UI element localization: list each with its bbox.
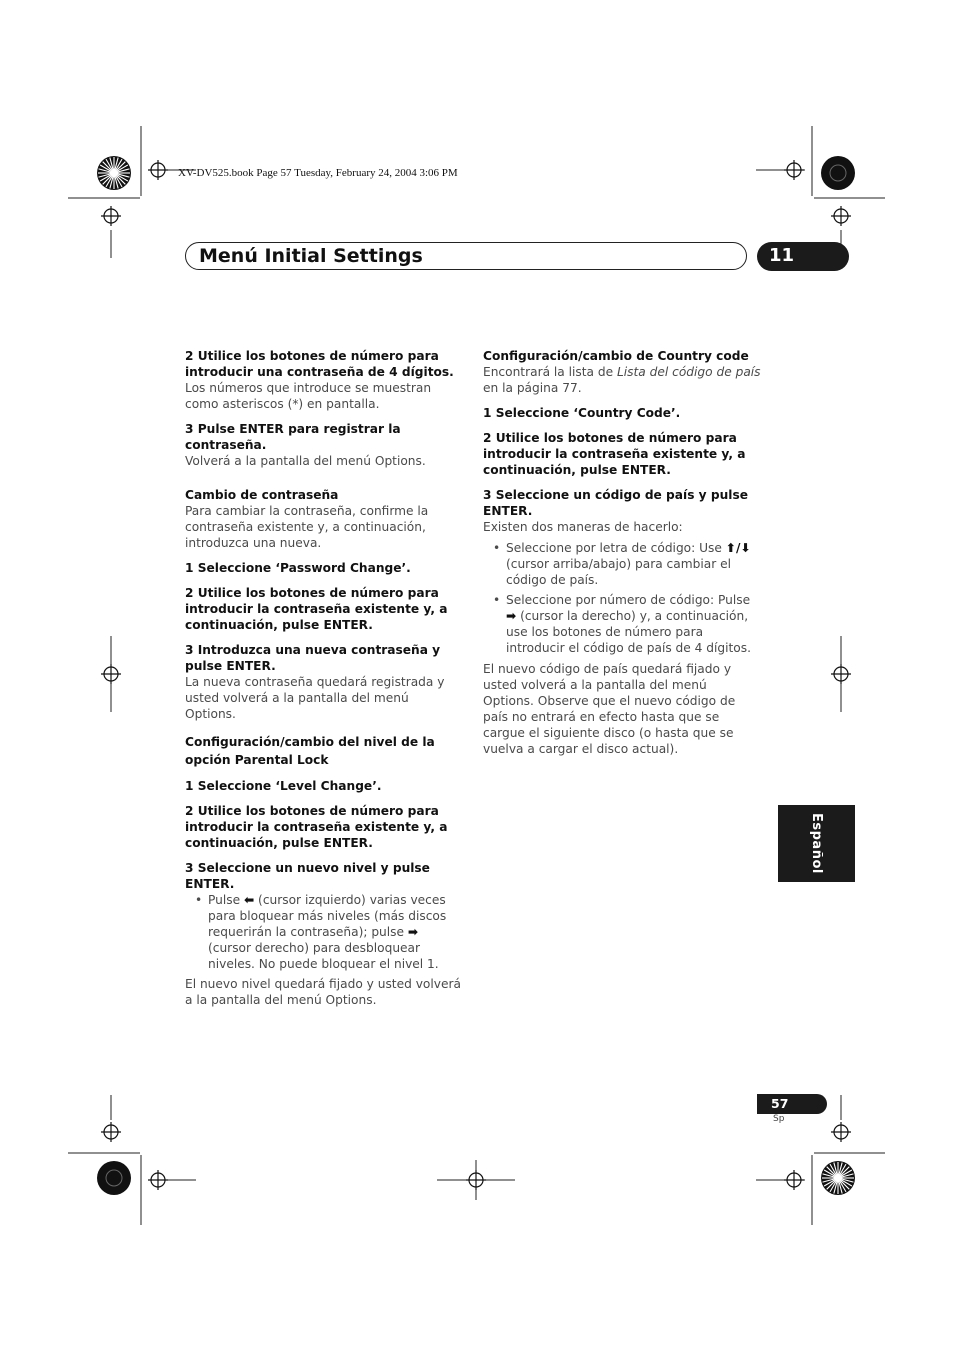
arrow-left-icon: ⬅: [243, 893, 255, 907]
step-heading: 1 Seleccione ‘Password Change’.: [185, 561, 411, 575]
left-column: [185, 348, 463, 1008]
step-text: Los números que introduce se muestran como asteriscos (*) en pantalla.: [185, 381, 432, 411]
bullet-marker: •: [493, 593, 501, 607]
step-text: La nueva contraseña quedará registrada y usted volverá a la pantalla del menú Options.: [185, 675, 445, 721]
list-item: • Seleccione por letra de código: Use ⬆/⬇ (cursor arriba/abajo) para cambiar el código de país.: [493, 541, 751, 587]
language-tab-label: Español: [809, 813, 824, 874]
page-number: 57: [771, 1096, 789, 1111]
step-heading: 3 Introduzca una nueva contraseña y pulse ENTER.: [185, 643, 441, 673]
step-heading: 2 Utilice los botones de número para introducir una contraseña de 4 dígitos.: [185, 349, 454, 379]
list-item: • Pulse ⬅ (cursor izquierdo) varias veces para bloquear más niveles (más discos requerirán la contraseña); pulse ➡ (cursor derecho) para desbloquear niveles. No puede bloquear el nivel 1.: [195, 893, 447, 971]
closing-text: El nuevo nivel quedará fijado y usted volverá a la pantalla del menú Options.: [185, 977, 461, 1007]
section-intro: Encontrará la lista de Lista del código de país en la página 77.: [483, 365, 761, 395]
arrow-right-icon: ➡: [407, 925, 419, 939]
step-heading: 1 Seleccione ‘Level Change’.: [185, 779, 382, 793]
arrow-down-icon: ⬇: [740, 541, 751, 555]
closing-text: El nuevo código de país quedará fijado y usted volverá a la pantalla del menú Options. Observe que el nuevo código de país no entrará en efecto hasta que se cargue el siguiente disco (o hasta que se vuelva a cargar el disco actual).: [483, 662, 736, 756]
step-heading: 3 Seleccione un nuevo nivel y pulse ENTER.: [185, 861, 430, 891]
step-heading: 2 Utilice los botones de número para introducir la contraseña existente y, a continuación, pulse ENTER.: [483, 431, 746, 477]
step-heading: 1 Seleccione ‘Country Code’.: [483, 406, 681, 420]
step-text: Volverá a la pantalla del menú Options.: [185, 454, 426, 468]
right-column: [483, 348, 761, 757]
chapter-number: 11: [769, 245, 795, 266]
section-title-country-code: Configuración/cambio de Country code: [483, 349, 749, 363]
bullet-marker: •: [195, 893, 203, 907]
page-number-badge: [757, 1094, 827, 1114]
step-heading: 3 Pulse ENTER para registrar la contraseña.: [185, 422, 401, 452]
arrow-right-icon: ➡: [506, 609, 517, 623]
step-heading: 2 Utilice los botones de número para introducir la contraseña existente y, a continuación, pulse ENTER.: [185, 804, 448, 850]
step-text: Existen dos maneras de hacerlo:: [483, 520, 683, 534]
list-item: • Seleccione por número de código: Pulse ➡ (cursor la derecho) y, a continuación, use los botones de número para introducir el código de país de 4 dígitos.: [493, 593, 751, 655]
arrow-up-icon: ⬆: [725, 541, 736, 555]
bullet-marker: •: [493, 541, 501, 555]
step-heading: 3 Seleccione un código de país y pulse ENTER.: [483, 488, 748, 518]
print-info-line: XV-DV525.book Page 57 Tuesday, February 24, 2004 3:06 PM: [178, 167, 458, 179]
page-title: Menú Initial Settings: [199, 245, 423, 267]
page-language-code: Sp: [773, 1114, 785, 1124]
section-intro: Para cambiar la contraseña, confirme la contraseña existente y, a continuación, introduzca una nueva.: [185, 504, 429, 550]
section-title-parental-lock: Configuración/cambio del nivel de la opción Parental Lock: [185, 735, 435, 767]
step-heading: 2 Utilice los botones de número para introducir la contraseña existente y, a continuación, pulse ENTER.: [185, 586, 448, 632]
section-title-password-change: Cambio de contraseña: [185, 488, 339, 502]
